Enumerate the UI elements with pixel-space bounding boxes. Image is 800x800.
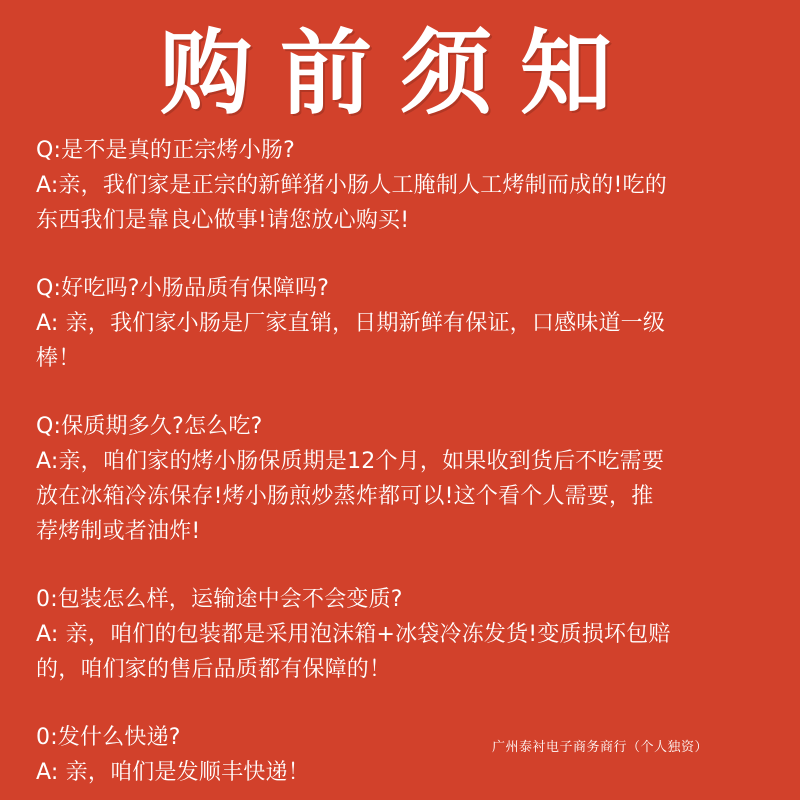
faq-question: 0:包装怎么样，运输途中会不会变质? [36, 587, 403, 612]
faq-answer-line: 的，咱们家的售后品质都有保障的！ [36, 657, 392, 682]
faq-question: Q:保质期多久?怎么吃? [36, 414, 263, 439]
faq-question: Q:好吃吗?小肠品质有保障吗? [36, 276, 330, 301]
faq-answer-line: 棒！ [36, 346, 81, 371]
faq-answer-line: A: 亲，咱们是发顺丰快递！ [36, 760, 310, 785]
faq-item [36, 582, 764, 687]
faq-list [36, 133, 764, 800]
faq-answer-line: A:亲，我们家是正宗的新鲜猪小肠人工腌制人工烤制而成的!吃的 [36, 173, 667, 198]
faq-answer-line: 放在冰箱冷冻保存!烤小肠煎炒蒸炸都可以!这个看个人需要，推 [36, 484, 654, 509]
page-title: 购前须知 [159, 19, 640, 127]
faq-answer-line: A: 亲，我们家小肠是厂家直销，日期新鲜有保证，口感味道一级 [36, 311, 666, 336]
faq-answer-line: A: 亲，咱们的包装都是采用泡沫箱+冰袋冷冻发货!变质损坏包赔 [36, 622, 671, 647]
faq-item [36, 271, 764, 376]
faq-item [36, 133, 764, 238]
faq-answer-line: 荐烤制或者油炸! [36, 519, 201, 544]
faq-question: 0:发什么快递? [36, 725, 181, 750]
company-name: 广州泰衬电子商务商行（个人独资） [492, 740, 709, 755]
faq-answer-line: 东西我们是靠良心做事!请您放心购买! [36, 208, 410, 233]
faq-answer-line: A:亲，咱们家的烤小肠保质期是12个月，如果收到货后不吃需要 [36, 449, 665, 474]
faq-item [36, 409, 764, 549]
faq-question: Q:是不是真的正宗烤小肠? [36, 138, 296, 163]
